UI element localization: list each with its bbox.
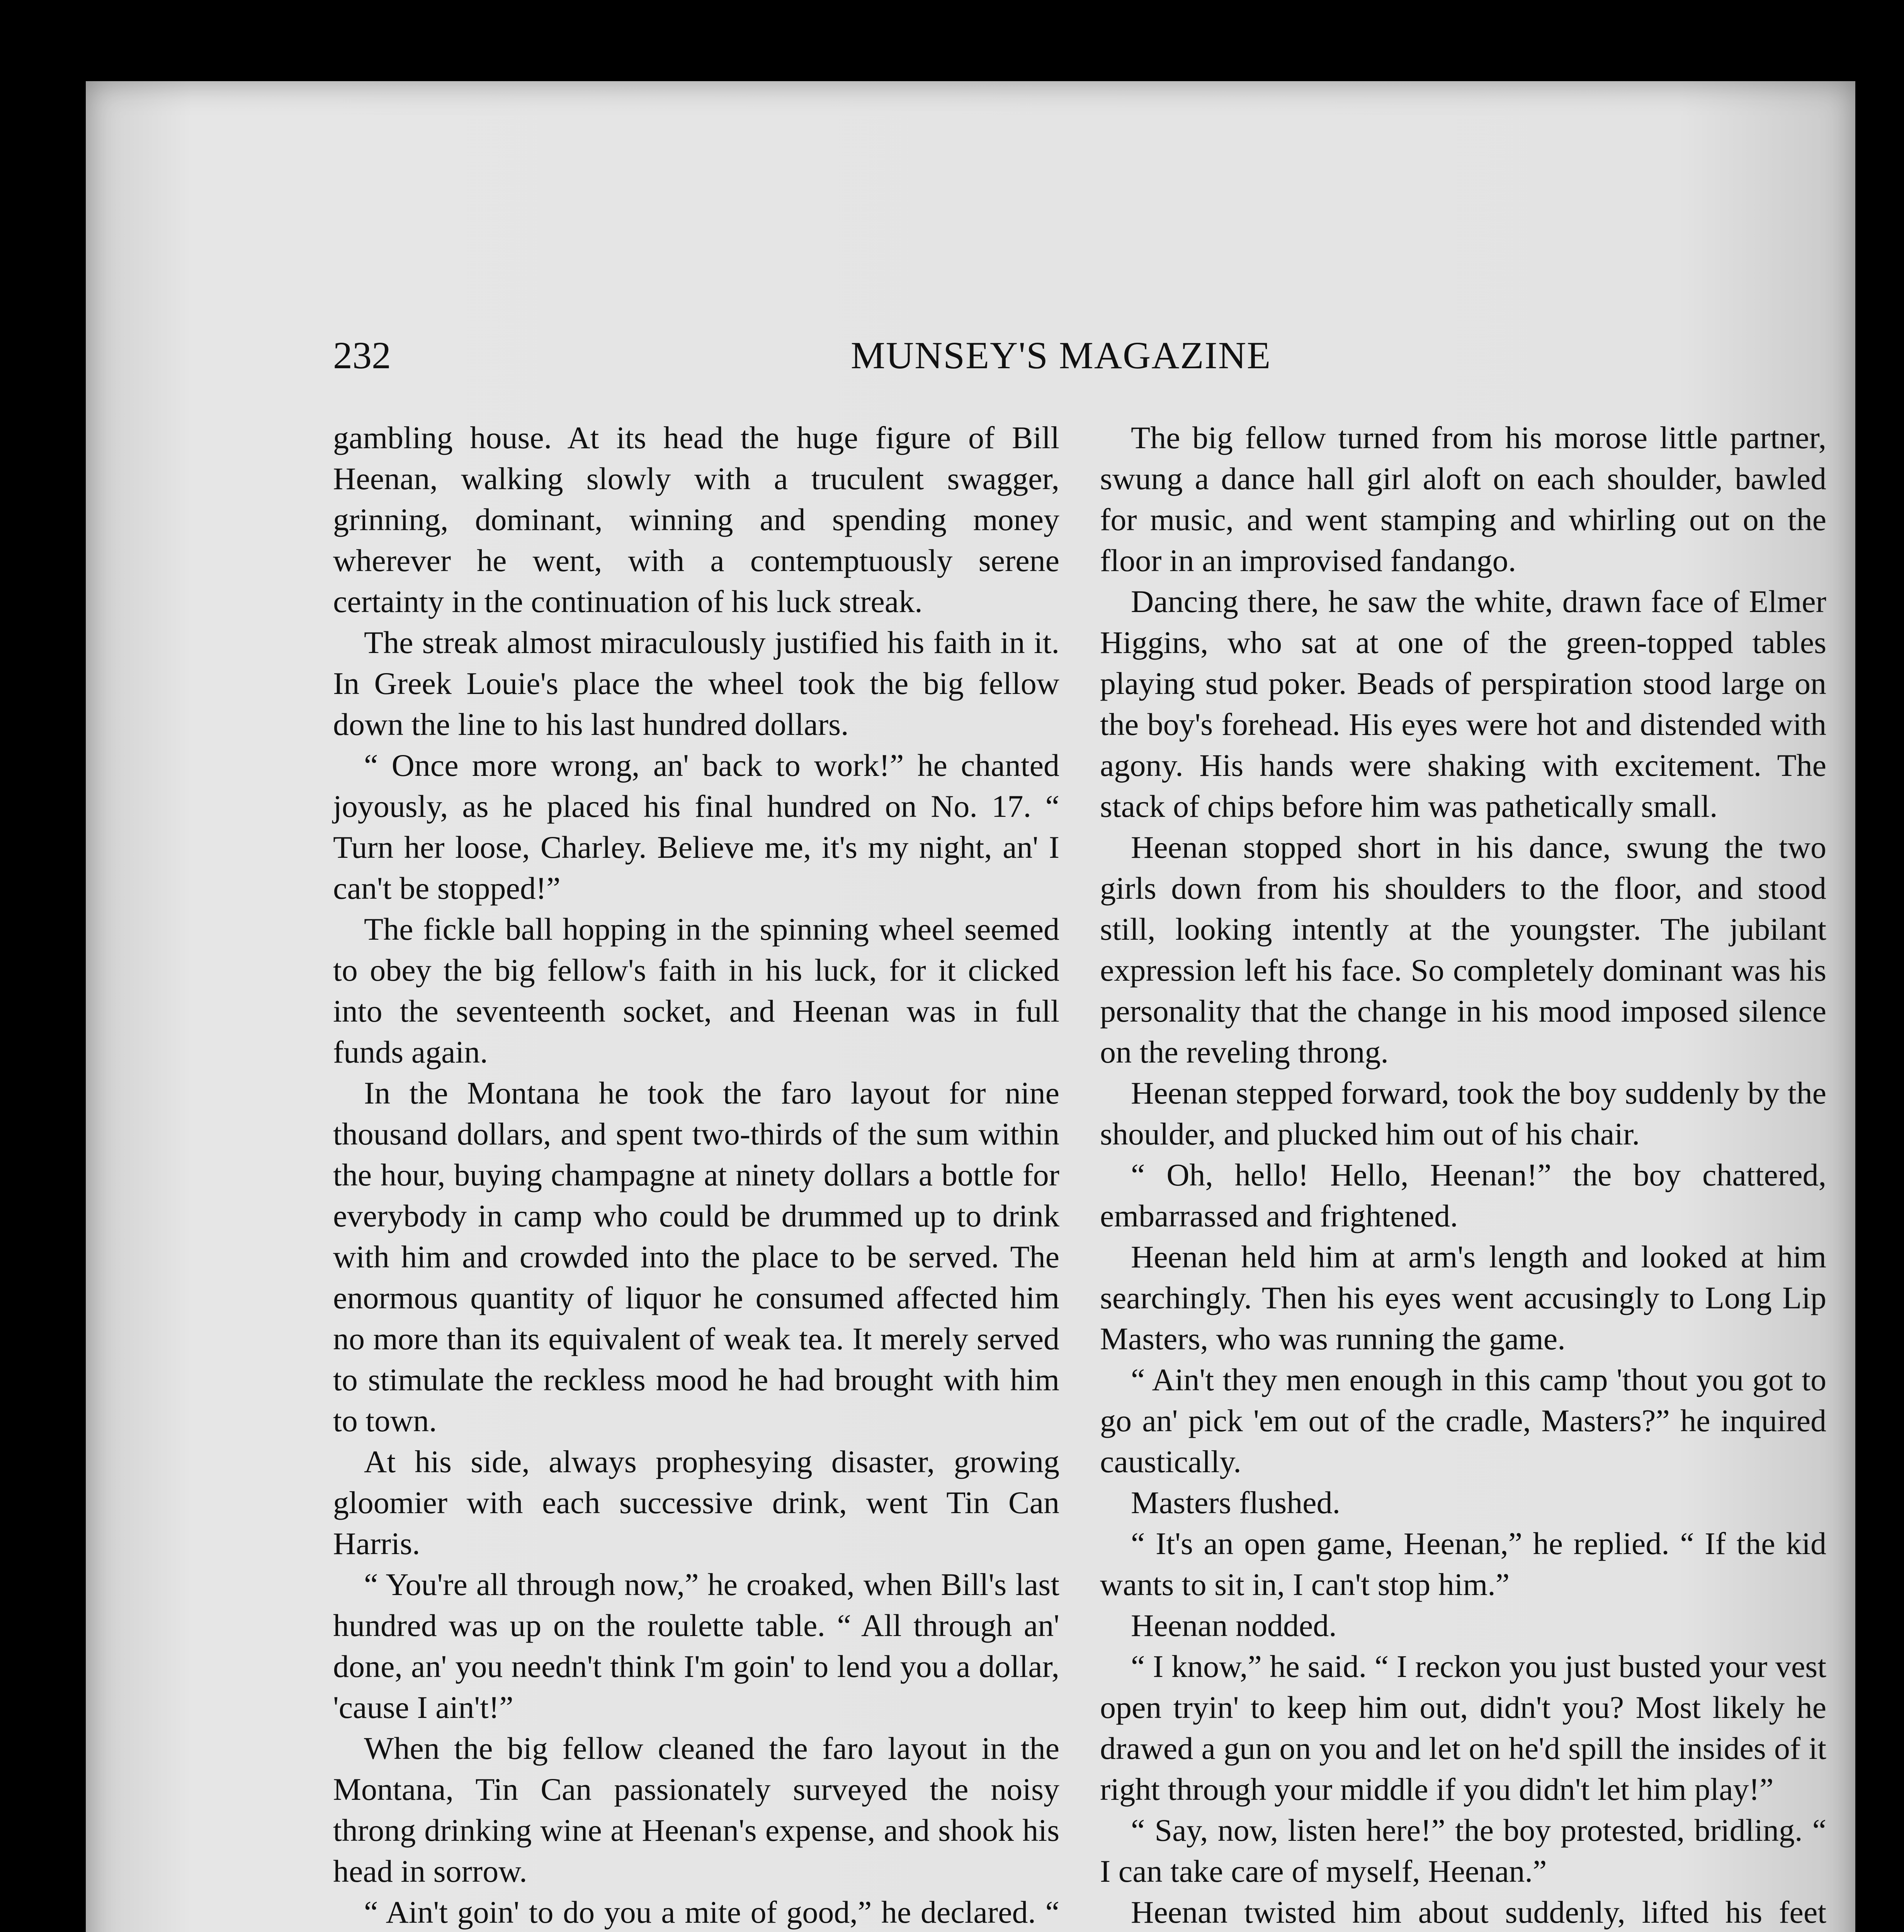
paragraph: When the big fellow cleaned the faro layout in the Montana, Tin Can passionately surveyed the noisy throng drinking wine at Heenan's expense, and shook his head in sorrow. bbox=[333, 1731, 1059, 1889]
paragraph: gambling house. At its head the huge figure of Bill Heenan, walking slowly with a truculent swagger, grinning, dominant, winning and spending money wherever he went, with a contemptuously serene certainty in the continuation of his luck streak. bbox=[333, 420, 1059, 619]
paragraph: “ I know,” he said. “ I reckon you just busted your vest open tryin' to keep him out, didn't you? Most likely he drawed a gun on you and let on he'd spill the insides of it right through your middle if you didn't let him play!” bbox=[1100, 1649, 1826, 1807]
paragraph: The fickle ball hopping in the spinning wheel seemed to obey the big fellow's faith in his luck, for it clicked into the seventeenth socket, and Heenan was in full funds again. bbox=[333, 912, 1059, 1070]
paragraph: “ Say, now, listen here!” the boy protested, bridling. “ I can take care of myself, Heenan.” bbox=[1100, 1813, 1826, 1889]
paragraph: Heenan stepped forward, took the boy suddenly by the shoulder, and plucked him out of his chair. bbox=[1100, 1075, 1826, 1151]
right-column bbox=[1100, 417, 1826, 1932]
page-header bbox=[333, 332, 1840, 386]
magazine-page bbox=[86, 81, 1855, 1932]
page-number: 232 bbox=[333, 334, 391, 377]
paragraph: “ You're all through now,” he croaked, when Bill's last hundred was up on the roulette table. “ All through an' done, an' you needn't think I'm goin' to lend you a dollar, 'cause I ain't!” bbox=[333, 1567, 1059, 1725]
paragraph: Masters flushed. bbox=[1131, 1485, 1341, 1520]
paragraph: In the Montana he took the faro layout for nine thousand dollars, and spent two-thirds of the sum within the hour, buying champagne at ninety dollars a bottle for everybody in camp who could be drummed up to drink with him and crowded into the place to be served. The enormous quantity of liquor he consumed affected him no more than its equivalent of weak tea. It merely served to stimulate the reckless mood he had brought with him to town. bbox=[333, 1075, 1059, 1438]
paragraph: At his side, always prophesying disaster, growing gloomier with each successive drink, went Tin Can Harris. bbox=[333, 1444, 1059, 1561]
paragraph: “ Oh, hello! Hello, Heenan!” the boy chattered, embarrassed and frightened. bbox=[1100, 1157, 1826, 1233]
left-column bbox=[333, 417, 1059, 1932]
paragraph: Dancing there, he saw the white, drawn face of Elmer Higgins, who sat at one of the green-topped tables playing stud poker. Beads of perspiration stood large on the boy's forehead. His eyes were hot and distended with agony. His hands were shaking with excitement. The stack of chips before him was pathetically small. bbox=[1100, 584, 1826, 824]
paragraph: Heenan stopped short in his dance, swung the two girls down from his shoulders to the floor, and stood still, looking intently at the youngster. The jubilant expression left his face. So completely dominant was his personality that the change in his mood imposed silence on the reveling throng. bbox=[1100, 830, 1826, 1070]
paragraph: Heenan nodded. bbox=[1131, 1608, 1337, 1643]
paragraph: Heenan held him at arm's length and looked at him searchingly. Then his eyes went accusingly to Long Lip Masters, who was running the game. bbox=[1100, 1239, 1826, 1356]
paragraph: “ It's an open game, Heenan,” he replied. “ If the kid wants to sit in, I can't stop him.” bbox=[1100, 1526, 1826, 1602]
running-head: MUNSEY'S MAGAZINE bbox=[851, 334, 1272, 377]
paragraph: Heenan twisted him about suddenly, lifted his feet bbox=[1131, 1895, 1826, 1930]
paragraph: “ Ain't they men enough in this camp 'thout you got to go an' pick 'em out of the cradle, Masters?” he inquired caustically. bbox=[1100, 1362, 1826, 1479]
paragraph: “ Once more wrong, an' back to work!” he chanted joyously, as he placed his final hundred on No. 17. “ Turn her loose, Charley. Believe me, it's my night, an' I can't be stopped!” bbox=[333, 748, 1059, 906]
paragraph: The big fellow turned from his morose little partner, swung a dance hall girl aloft on each shoulder, bawled for music, and went stamping and whirling out on the floor in an improvised fandango. bbox=[1100, 420, 1826, 578]
paragraph: The streak almost miraculously justified his faith in it. In Greek Louie's place the wheel took the big fellow down the line to his last hundred dollars. bbox=[333, 625, 1059, 742]
paragraph: “ Ain't goin' to do you a mite of good,” he declared. “ bbox=[364, 1895, 1059, 1930]
